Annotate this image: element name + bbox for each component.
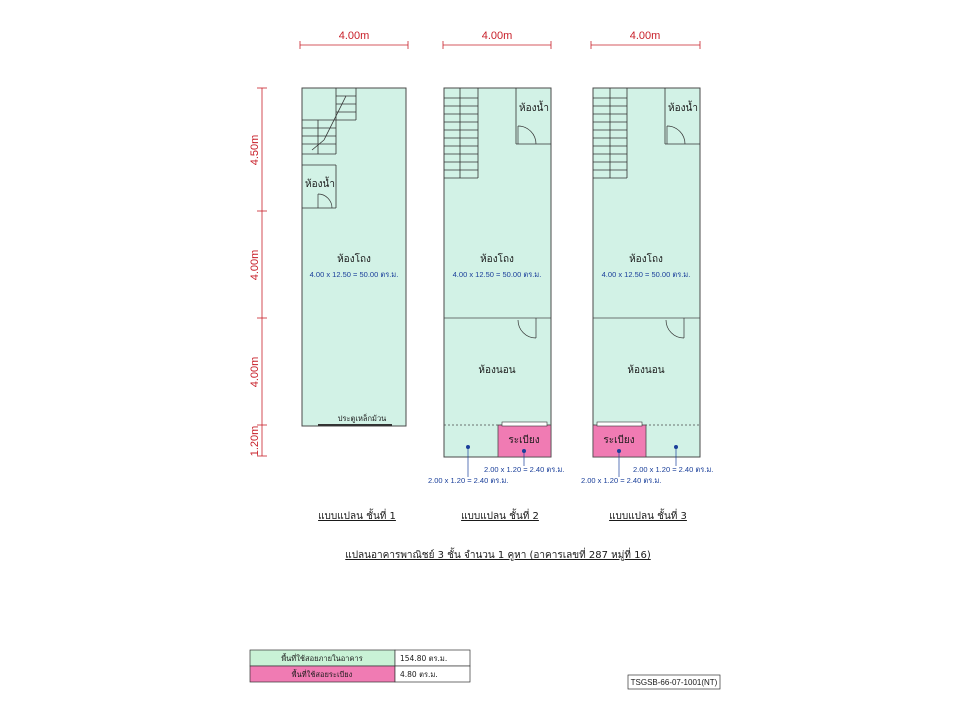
summary-label-interior: พื้นที่ใช้สอยภายในอาคาร [281, 654, 363, 663]
floor2-width-label: 4.00m [481, 30, 513, 42]
summary-value-interior: 154.80 ตร.ม. [400, 654, 448, 663]
floor3-width-label: 4.00m [629, 30, 661, 42]
plan-title: แปลนอาคารพาณิชย์ 3 ชั้น จำนวน 1 คูหา (อาคารเลขที่ 287 หมู่ที่ 16) [345, 550, 651, 561]
floor3-hall-label: ห้องโถง [629, 254, 663, 265]
floor1-caption: แบบแปลน ชั้นที่ 1 [318, 511, 396, 522]
side-dim-3: 4.00m [249, 356, 261, 388]
side-dim-2: 4.00m [249, 249, 261, 281]
floor2-balcony-label: ระเบียง [508, 435, 540, 446]
floor3-balcony-area: 2.00 x 1.20 = 2.40 ตร.ม. [581, 476, 662, 485]
floor2-hall-label: ห้องโถง [480, 254, 514, 265]
side-dim-1: 4.50m [249, 134, 261, 166]
area-summary-table [250, 650, 470, 682]
floor3-bathroom-label: ห้องน้ำ [668, 103, 698, 114]
floor2-sliding-door [502, 422, 547, 426]
floor3-open-area: 2.00 x 1.20 = 2.40 ตร.ม. [633, 465, 714, 474]
floor2-balcony-area: 2.00 x 1.20 = 2.40 ตร.ม. [484, 465, 565, 474]
floor1-hall-label: ห้องโถง [337, 254, 371, 265]
floor2-hall-area: 4.00 x 12.50 = 50.00 ตร.ม. [452, 270, 542, 279]
floor2-bedroom-label: ห้องนอน [478, 365, 516, 376]
floor1-door-note: ประตูเหล็กม้วน [337, 414, 387, 423]
floor1-plan [302, 88, 406, 426]
floor1-bathroom-label: ห้องน้ำ [305, 179, 335, 190]
floor3-caption: แบบแปลน ชั้นที่ 3 [609, 511, 687, 522]
floor3-balcony-label: ระเบียง [603, 435, 635, 446]
doc-code: TSGSB-66-07-1001(NT) [630, 678, 718, 687]
floor3-sliding-door [597, 422, 642, 426]
summary-value-balcony: 4.80 ตร.ม. [400, 670, 438, 679]
floor3-plan [581, 88, 713, 485]
floor1-width-label: 4.00m [338, 30, 370, 42]
side-dim-4: 1.20m [249, 425, 261, 457]
floor2-open-area: 2.00 x 1.20 = 2.40 ตร.ม. [428, 476, 509, 485]
floor3-bedroom-label: ห้องนอน [627, 365, 665, 376]
floor1-hall-area: 4.00 x 12.50 = 50.00 ตร.ม. [309, 270, 399, 279]
floor2-plan [428, 88, 564, 485]
floor2-bathroom-label: ห้องน้ำ [519, 103, 549, 114]
summary-label-balcony: พื้นที่ใช้สอยระเบียง [291, 670, 353, 679]
floor3-hall-area: 4.00 x 12.50 = 50.00 ตร.ม. [601, 270, 691, 279]
floor2-caption: แบบแปลน ชั้นที่ 2 [461, 511, 539, 522]
top-dimensions [300, 41, 700, 49]
